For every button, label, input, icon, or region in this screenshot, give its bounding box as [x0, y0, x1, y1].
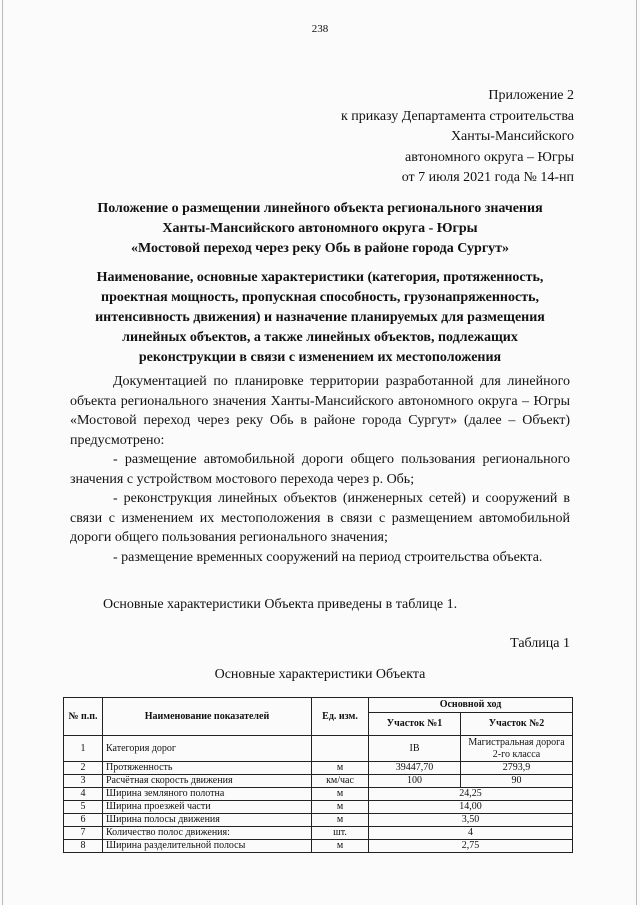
row-value-section-2: Магистральная дорога 2-го класса	[461, 736, 573, 762]
document-title	[70, 199, 570, 259]
header-section-1: Участок №1	[369, 713, 461, 736]
scan-edge-left	[2, 0, 3, 905]
title-line: «Мостовой переход через реку Обь в районе города Сургут»	[130, 241, 510, 256]
appendix-line: автономного округа – Югры	[405, 149, 574, 165]
intro-paragraph: Документацией по планировке территории разработанной для линейного объекта регионального значения Ханты-Мансийского автономного округа – Югры «Мостовой переход через реку Обь в районе города Сургут» (далее – Объект) предусмотрено:	[70, 374, 570, 448]
appendix-block	[341, 86, 574, 189]
scan-edge-right	[636, 0, 637, 905]
table-row	[64, 814, 573, 827]
row-unit: м	[312, 762, 369, 775]
header-name: Наименование показателей	[103, 698, 312, 736]
list-item: - размещение автомобильной дороги общего пользования регионального значения с устройством мостового перехода через р. Обь;	[70, 452, 570, 487]
row-name: Ширина земляного полотна	[103, 788, 312, 801]
row-value-section-1: 39447,70	[369, 762, 461, 775]
appendix-line: к приказу Департамента строительства	[340, 108, 574, 124]
row-value: 14,00	[369, 801, 573, 814]
row-number: 1	[64, 736, 103, 762]
heading-line: реконструкции в связи с изменением их местоположения	[138, 350, 502, 365]
row-value-section-1: IB	[369, 736, 461, 762]
row-name: Ширина полосы движения	[103, 814, 312, 827]
heading-line: проектная мощность, пропускная способность, грузонапряженность,	[101, 290, 539, 305]
row-unit: м	[312, 801, 369, 814]
header-num: № п.п.	[64, 698, 103, 736]
row-value: 3,50	[369, 814, 573, 827]
heading-line: линейных объектов, а также линейных объектов, подлежащих	[122, 330, 518, 345]
row-name: Протяженность	[103, 762, 312, 775]
row-unit	[312, 736, 369, 762]
appendix-line: Ханты-Мансийского	[450, 129, 574, 144]
heading-line: Наименование, основные характеристики (категория, протяженность,	[96, 270, 544, 285]
table-title: Основные характеристики Объекта	[214, 667, 426, 682]
row-number: 5	[64, 801, 103, 814]
row-unit: м	[312, 840, 369, 853]
row-value: 4	[369, 827, 573, 840]
page-number: 238	[311, 23, 329, 35]
table-row	[64, 762, 573, 775]
row-unit: шт.	[312, 827, 369, 840]
title-line: Положение о размещении линейного объекта регионального значения	[97, 201, 543, 216]
list-item: - реконструкция линейных объектов (инженерных сетей) и сооружений в связи с изменением их местоположения в связи с размещением автомобильной дороги общего пользования регионального значения;	[70, 491, 570, 545]
table-reference: Основные характеристики Объекта приведены в таблице 1.	[103, 597, 458, 612]
heading-line: интенсивность движения) и назначение планируемых для размещения	[95, 310, 545, 325]
header-section-2: Участок №2	[461, 713, 573, 736]
row-number: 8	[64, 840, 103, 853]
header-unit: Ед. изм.	[312, 698, 369, 736]
header-main: Основной ход	[369, 698, 573, 713]
table-row	[64, 827, 573, 840]
table-row	[64, 788, 573, 801]
row-number: 7	[64, 827, 103, 840]
title-line: Ханты-Мансийского автономного округа - Югры	[162, 221, 478, 236]
table-label: Таблица 1	[510, 636, 570, 651]
list-item: - размещение временных сооружений на период строительства объекта.	[113, 549, 543, 565]
table-row	[64, 840, 573, 853]
row-unit: км/час	[312, 775, 369, 788]
specs-table	[63, 697, 573, 853]
table-row	[64, 775, 573, 788]
appendix-line: Приложение 2	[488, 88, 574, 103]
row-value-section-1: 100	[369, 775, 461, 788]
row-name: Ширина проезжей части	[103, 801, 312, 814]
row-number: 6	[64, 814, 103, 827]
row-value: 2,75	[369, 840, 573, 853]
appendix-line: от 7 июля 2021 года № 14-нп	[401, 170, 574, 185]
row-number: 2	[64, 762, 103, 775]
body-text	[70, 372, 570, 567]
row-name: Расчётная скорость движения	[103, 775, 312, 788]
row-value-section-2: 2793,9	[461, 762, 573, 775]
row-name: Количество полос движения:	[103, 827, 312, 840]
row-number: 3	[64, 775, 103, 788]
row-unit: м	[312, 814, 369, 827]
row-name: Ширина разделительной полосы	[103, 840, 312, 853]
row-number: 4	[64, 788, 103, 801]
table-row	[64, 801, 573, 814]
row-unit: м	[312, 788, 369, 801]
row-name: Категория дорог	[103, 736, 312, 762]
table-row	[64, 736, 573, 762]
row-value: 24,25	[369, 788, 573, 801]
row-value-section-2: 90	[461, 775, 573, 788]
section-heading	[70, 268, 570, 368]
